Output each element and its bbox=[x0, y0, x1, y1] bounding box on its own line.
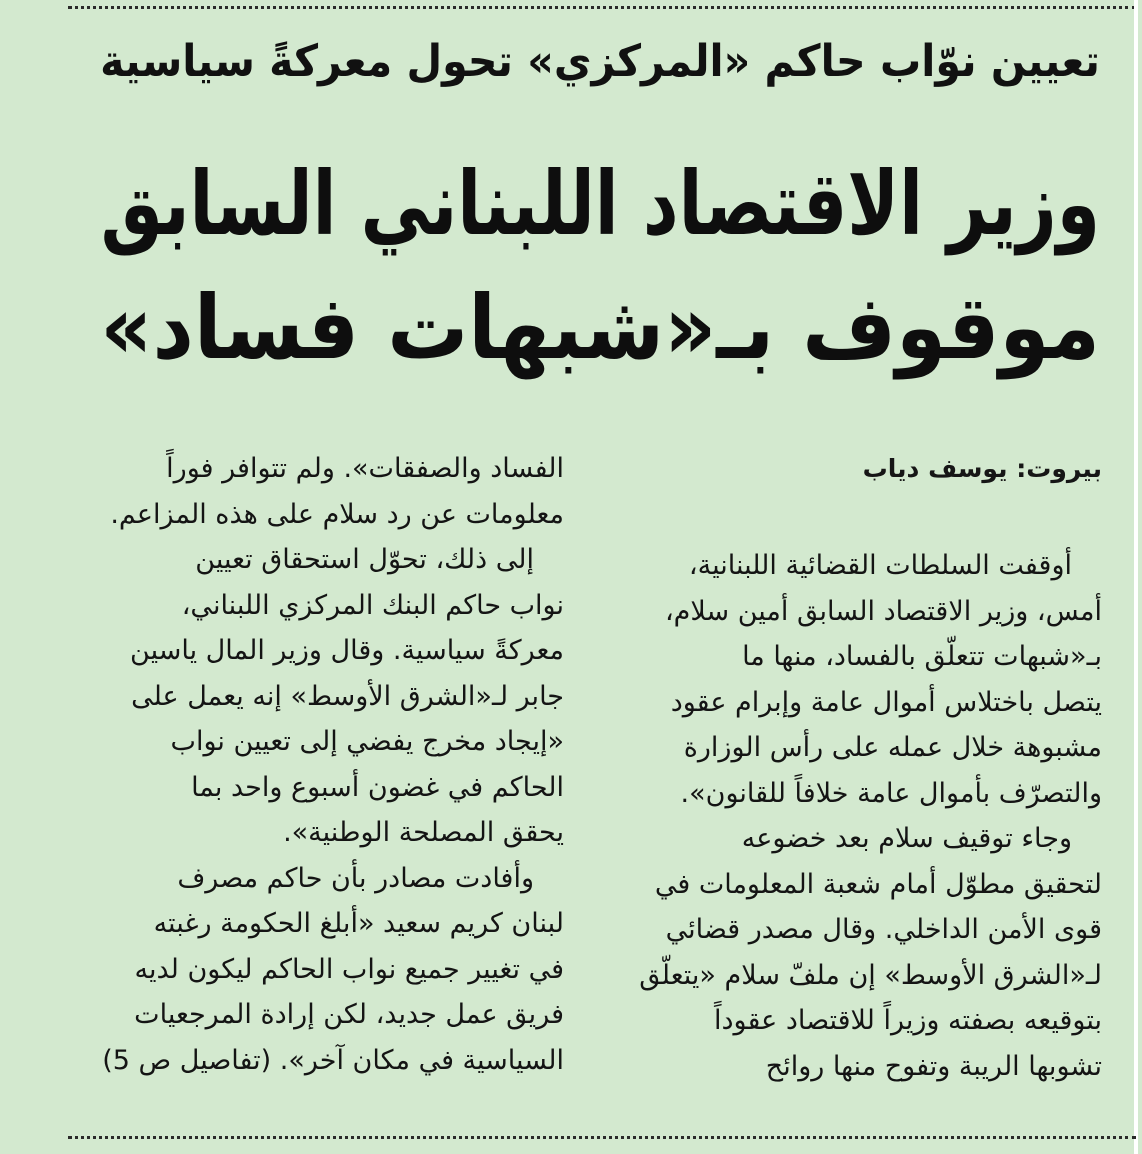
bottom-dotted-rule bbox=[68, 1136, 1136, 1139]
article-headline bbox=[100, 142, 1100, 390]
body-line: جابر لـ«الشرق الأوسط» إنه يعمل على bbox=[131, 680, 564, 712]
body-column-right bbox=[602, 543, 1102, 1089]
body-line: تشوبها الريبة وتفوح منها روائح bbox=[765, 1050, 1102, 1082]
body-line: الحاكم في غضون أسبوع واحد بما bbox=[191, 771, 564, 803]
body-line: فريق عمل جديد، لكن إرادة المرجعيات bbox=[134, 999, 564, 1030]
body-line: «إيجاد مخرج يفضي إلى تعيين نواب bbox=[170, 726, 564, 757]
body-line: مشبوهة خلال عمله على رأس الوزارة bbox=[683, 732, 1102, 763]
body-line: وأفادت مصادر بأن حاكم مصرف bbox=[177, 862, 534, 894]
body-line: يحقق المصلحة الوطنية». bbox=[283, 817, 564, 848]
body-line: والتصرّف بأموال عامة خلافاً للقانون». bbox=[680, 777, 1102, 809]
body-line: بـ«شبهات تتعلّق بالفساد، منها ما bbox=[742, 641, 1102, 672]
body-line: في تغيير جميع نواب الحاكم ليكون لديه bbox=[134, 953, 564, 985]
article-kicker: تعيين نوّاب حاكم «المركزي» تحول معركةً سياسية bbox=[100, 36, 1100, 87]
body-line: معركةً سياسية. وقال وزير المال ياسين bbox=[130, 635, 564, 666]
body-line: لبنان كريم سعيد «أبلغ الحكومة رغبته bbox=[153, 908, 564, 939]
headline-line-2: موقوف بـ«شبهات فساد» bbox=[100, 276, 1101, 379]
body-line: الفساد والصفقات». ولم تتوافر فوراً bbox=[166, 453, 564, 484]
body-column-left bbox=[64, 446, 564, 1083]
body-line: أوقفت السلطات القضائية اللبنانية، bbox=[688, 550, 1072, 581]
body-line: لتحقيق مطوّل أمام شعبة المعلومات في bbox=[654, 868, 1102, 900]
body-line: وجاء توقيف سلام بعد خضوعه bbox=[741, 823, 1072, 854]
body-line: معلومات عن رد سلام على هذه المزاعم. bbox=[110, 498, 564, 530]
top-dotted-rule bbox=[68, 6, 1136, 9]
body-line: بتوقيعه بصفته وزيراً للاقتصاد عقوداً bbox=[714, 1005, 1102, 1036]
body-line: نواب حاكم البنك المركزي اللبناني، bbox=[181, 589, 564, 621]
body-line: يتصل باختلاس أموال عامة وإبرام عقود bbox=[670, 686, 1102, 718]
body-line: أمس، وزير الاقتصاد السابق أمين سلام، bbox=[664, 595, 1102, 627]
body-line: إلى ذلك، تحوّل استحقاق تعيين bbox=[195, 544, 534, 575]
headline-line-1: وزير الاقتصاد اللبناني السابق bbox=[100, 152, 1100, 255]
body-line: قوى الأمن الداخلي. وقال مصدر قضائي bbox=[665, 914, 1102, 945]
byline: بيروت: يوسف دياب bbox=[862, 454, 1102, 483]
body-line: السياسية في مكان آخر». (تفاصيل ص 5) bbox=[102, 1044, 564, 1076]
body-line: لـ«الشرق الأوسط» إن ملفّ سلام «يتعلّق bbox=[639, 959, 1102, 991]
page-edge bbox=[1134, 0, 1138, 1154]
